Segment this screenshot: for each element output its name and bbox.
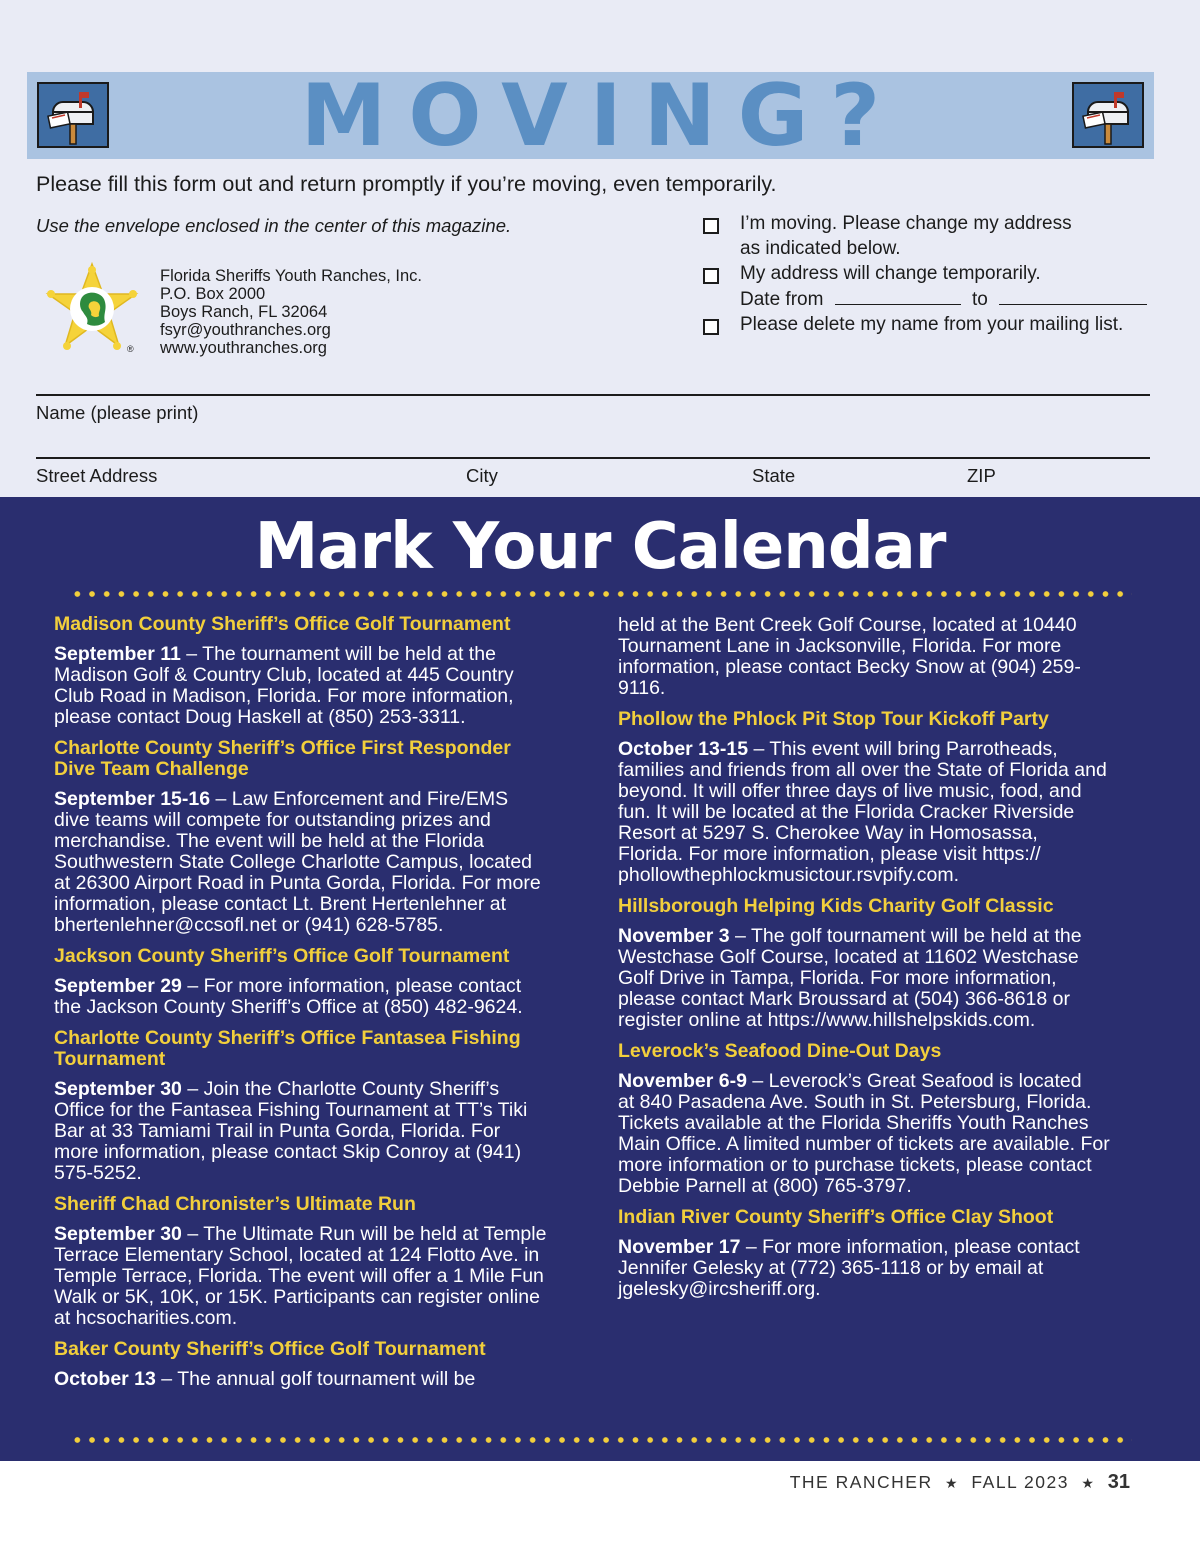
event-description-line: dive teams will compete for outstanding prizes and [54,809,491,831]
moving-checkbox[interactable] [703,218,719,234]
event-description-text: – For more information, please contact [181,975,522,997]
event-description-text: – The annual golf tournament will be [155,1368,476,1390]
event-description-line: Westchase Golf Course, located at 11602 Westchase [618,946,1079,968]
event-description-line: Office for the Fantasea Fishing Tournament at TT’s Tiki [54,1099,528,1121]
event-description-line: at 840 Pasadena Ave. South in St. Petersburg, Florida. [618,1091,1092,1113]
star-separator-icon: ★ [944,1475,960,1491]
event-title: Charlotte County Sheriff’s Office First Responder [54,737,511,759]
event-description-line: Tickets available at the Florida Sheriffs Youth Ranches [618,1112,1089,1134]
event-description-line: held at the Bent Creek Golf Course, located at 10440 [618,614,1077,636]
option-moving-label-1: I’m moving. Please change my address [740,213,1072,234]
event-description-line: Tournament Lane in Jacksonville, Florida. For more [618,635,1062,657]
name-field-label: Name (please print) [36,402,199,423]
event-description-line: please contact Doug Haskell at (850) 253-3311. [54,706,466,728]
date-range-row [740,288,1147,311]
org-city-state-zip: Boys Ranch, FL 32064 [160,303,328,321]
event-description-line: Florida. For more information, please visit https:// [618,843,1041,865]
event-description-line [618,1071,1082,1092]
event-description-line: Terrace Elementary School, located at 124 Flotto Ave. in [54,1244,540,1266]
event-title: Hillsborough Helping Kids Charity Golf Classic [618,895,1054,917]
event-date: September 29 [54,975,182,997]
event-description-line [54,1369,475,1390]
temporary-checkbox[interactable] [703,268,719,284]
option-moving-label-2: as indicated below. [740,238,901,259]
event-description-line: Club Road in Madison, Florida. For more information, [54,685,514,707]
event-date: October 13 [54,1368,156,1390]
event-description-text: – Join the Charlotte County Sheriff’s [181,1078,500,1100]
org-address-block [160,267,422,357]
org-po-box: P.O. Box 2000 [160,285,266,303]
event-description-line: 575-5252. [54,1162,142,1184]
event-description-line: families and friends from all over the State of Florida and [618,759,1107,781]
event-description-text: – Law Enforcement and Fire/EMS [210,788,509,810]
registered-mark: ® [127,344,134,354]
event-description-line: Southwestern State College Charlotte Campus, located [54,851,533,873]
event-description-line: Bar at 33 Tamiami Trail in Punta Gorda, Florida. For [54,1120,501,1142]
event-date: September 30 [54,1223,182,1245]
event-date: September 11 [54,643,181,665]
event-description-line: register online at https://www.hillshelpskids.com. [618,1009,1036,1031]
zip-field-label: ZIP [967,465,996,486]
issue-label: FALL 2023 [971,1472,1069,1492]
street-field-label: Street Address [36,465,158,486]
event-description-line: jgelesky@ircsheriff.org. [618,1278,821,1300]
delete-checkbox[interactable] [703,319,719,335]
banner-title: MOVING? [300,66,903,166]
event-description-line: more information or to purchase tickets, please contact [618,1154,1092,1176]
event-description-text: – The tournament will be held at the [180,643,496,665]
event-description-text: – Leverock’s Great Seafood is located [746,1070,1082,1092]
event-description-line: beyond. It will offer three days of live music, food, and [618,780,1082,802]
event-description-line: merchandise. The event will be held at the Florida [54,830,484,852]
event-title: Leverock’s Seafood Dine-Out Days [618,1040,942,1062]
state-field-label: State [752,465,796,486]
name-field-line[interactable] [36,394,1150,396]
address-field-line[interactable] [36,457,1150,459]
dotted-divider-top [70,590,1132,598]
event-description-text: – This event will bring Parrotheads, [748,738,1058,760]
dotted-divider-bottom [70,1436,1132,1444]
form-instruction: Please fill this form out and return promptly if you’re moving, even temporarily. [36,172,777,196]
event-title: Jackson County Sheriff’s Office Golf Tournament [54,945,510,967]
org-website[interactable]: www.youthranches.org [160,339,327,357]
moving-banner [27,66,1154,166]
envelope-note: Use the envelope enclosed in the center of this magazine. [36,215,512,236]
event-description-line: more information, please contact Skip Conroy at (941) [54,1141,522,1163]
event-description-line: 9116. [618,677,666,699]
event-date: September 30 [54,1078,182,1100]
mailbox-icon [1072,82,1144,148]
event-description-line [54,1079,499,1100]
mark-your-calendar-section [0,497,1200,1461]
event-description-line: Debbie Parnell at (800) 765-3797. [618,1175,912,1197]
event-title: Dive Team Challenge [54,758,249,780]
change-of-address-form [0,0,1200,497]
event-date: November 17 [618,1236,741,1258]
event-description-line: phollowthephlockmusictour.rsvpify.com. [618,864,960,886]
calendar-title: Mark Your Calendar [254,510,946,584]
event-description-text: – The golf tournament will be held at the [729,925,1082,947]
org-email[interactable]: fsyr@youthranches.org [160,321,331,339]
org-name: Florida Sheriffs Youth Ranches, Inc. [160,267,423,285]
event-description-line: fun. It will be located at the Florida Cracker Riverside [618,801,1075,823]
event-description-line: information, please contact Lt. Brent Hertenlehner at [54,893,507,915]
event-description-line: Jennifer Gelesky at (772) 365-1118 or by email at [618,1257,1044,1279]
event-description-line: please contact Mark Broussard at (504) 366-8618 or [618,988,1070,1010]
publication-name: THE RANCHER [789,1472,933,1492]
event-description-line [54,789,508,810]
event-description-line: information, please contact Becky Snow at (904) 259- [618,656,1081,678]
event-description-line [54,644,496,665]
event-title: Indian River County Sheriff’s Office Clay Shoot [618,1206,1054,1228]
event-description-text: – For more information, please contact [740,1236,1080,1258]
event-description-line: at 26300 Airport Road in Punta Gorda, Florida. For more [54,872,541,894]
date-to-field[interactable] [999,288,1147,305]
event-title: Sheriff Chad Chronister’s Ultimate Run [54,1193,416,1215]
event-description-line [54,1224,546,1245]
event-description-line: Resort at 5297 S. Cherokee Way in Homosassa, [618,822,1038,844]
event-description-text: – The Ultimate Run will be held at Temple [181,1223,547,1245]
star-separator-icon: ★ [1081,1475,1096,1491]
event-date: September 15-16 [54,788,211,810]
event-date: October 13-15 [618,738,749,760]
event-title: Madison County Sheriff’s Office Golf Tournament [54,613,511,635]
event-description-line [618,1237,1080,1258]
event-description-line: Golf Drive in Tampa, Florida. For more information, [618,967,1057,989]
event-description-line: bhertenlehner@ccsofl.net or (941) 628-5785. [54,914,444,936]
event-description-line: Main Office. A limited number of tickets are available. For [618,1133,1110,1155]
date-from-field[interactable] [835,288,961,305]
event-date: November 6-9 [618,1070,747,1092]
page-number: 31 [1107,1471,1130,1493]
event-description-line [618,739,1058,760]
event-title: Charlotte County Sheriff’s Office Fantasea Fishing [54,1027,521,1049]
page-footer [790,1471,1130,1494]
event-title: Baker County Sheriff’s Office Golf Tournament [54,1338,486,1360]
event-description-line: the Jackson County Sheriff’s Office at (850) 482-9624. [54,996,523,1018]
event-description-line: Madison Golf & Country Club, located at 445 Country [54,664,514,686]
event-date: November 3 [618,925,730,947]
event-title: Tournament [54,1048,166,1070]
city-field-label: City [466,465,498,486]
date-to-label: to [971,289,988,310]
event-description-line: at hcsocharities.com. [54,1307,238,1329]
event-description-line: Temple Terrace, Florida. The event will offer a 1 Mile Fun [54,1265,544,1287]
fsyr-star-logo-icon [45,262,140,362]
event-title: Phollow the Phlock Pit Stop Tour Kickoff Party [618,708,1049,730]
date-from-label: Date from [740,289,824,310]
option-temporary-label: My address will change temporarily. [740,263,1041,284]
event-description-line [54,976,521,997]
event-description-line [618,926,1082,947]
event-description-line: Walk or 5K, 10K, or 15K. Participants can register online [54,1286,540,1308]
option-delete-label: Please delete my name from your mailing list. [740,314,1124,335]
